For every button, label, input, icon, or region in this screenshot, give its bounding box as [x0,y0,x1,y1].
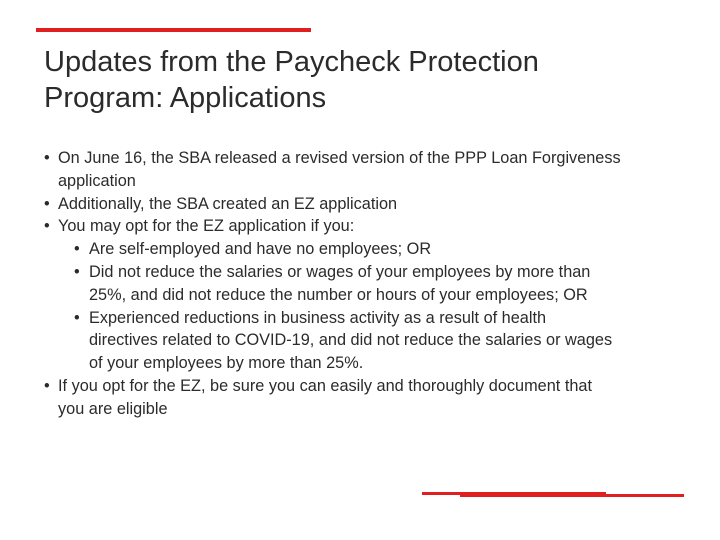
sub-bullet-item [74,307,684,375]
sub-bullet-item [74,261,684,307]
top-accent-bar [36,28,311,32]
bullet-text: • You may opt for the EZ application if you: [58,217,355,236]
bullet-item [44,375,684,421]
sub-bullet-text: 25%, and did not reduce the number or hours of your employees; OR [89,285,588,304]
bottom-accent-bar [460,494,610,497]
sub-bullet-text: • Did not reduce the salaries or wages of your employees by more than [89,262,591,281]
bullet-text: • If you opt for the EZ, be sure you can easily and thoroughly document that [58,376,592,395]
bullet-text: • On June 16, the SBA released a revised version of the PPP Loan Forgiveness [58,149,621,167]
sub-bullet-text: of your employees by more than 25%. [89,354,364,373]
bottom-accent-bar [606,494,684,497]
bullet-item [44,147,684,193]
bullet-text: application [58,171,136,190]
slide-title [44,44,684,116]
title-line: Program: Applications [44,82,327,114]
bullet-text: • Additionally, the SBA created an EZ application [58,194,398,213]
bullet-item [44,193,684,216]
bullet-text: you are eligible [58,399,168,418]
sub-bullet-text: directives related to COVID-19, and did not reduce the salaries or wages [89,331,613,350]
slide-body [44,147,684,421]
sub-bullet-text: • Are self-employed and have no employees; OR [89,240,432,259]
sub-bullet-text: • Experienced reductions in business activity as a result of health [89,308,547,327]
sub-bullet-item [74,238,684,261]
title-line: Updates from the Paycheck Protection [44,46,539,78]
bullet-item [44,215,684,238]
